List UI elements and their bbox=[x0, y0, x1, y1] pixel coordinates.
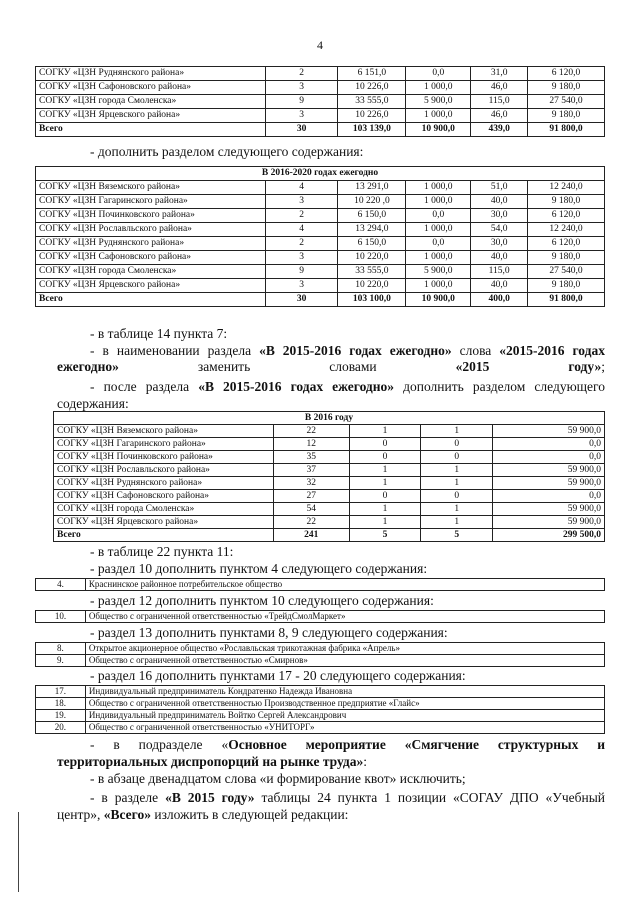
value-cell: 3 bbox=[265, 195, 338, 209]
value-cell: 9 bbox=[265, 95, 338, 109]
value-cell: 33 555,0 bbox=[338, 265, 406, 279]
value-cell: 30,0 bbox=[471, 237, 528, 251]
value-cell: 10 226,0 bbox=[338, 81, 406, 95]
value-cell: 0 bbox=[349, 438, 421, 451]
table-row bbox=[36, 109, 605, 123]
value-cell: 1 000,0 bbox=[406, 223, 471, 237]
value-cell: 0 bbox=[421, 438, 493, 451]
value-cell: 1 000,0 bbox=[406, 251, 471, 265]
value-cell: 10 900,0 bbox=[406, 123, 471, 137]
row-label-cell: СОГКУ «ЦЗН Ярцевского района» bbox=[36, 279, 266, 293]
table-continuation bbox=[35, 66, 605, 137]
list-item bbox=[36, 655, 605, 667]
value-cell: 46,0 bbox=[471, 109, 528, 123]
value-cell: 1 bbox=[421, 425, 493, 438]
list-item bbox=[36, 722, 605, 734]
value-cell: 9 180,0 bbox=[528, 279, 605, 293]
table-row bbox=[36, 279, 605, 293]
paragraph-table-14: - в таблице 14 пункта 7: bbox=[90, 326, 228, 341]
value-cell: 12 240,0 bbox=[528, 181, 605, 195]
value-cell: Открытое акционерное общество «Рославльская трикотажная фабрика «Апрель» bbox=[85, 643, 604, 655]
table-row bbox=[36, 265, 605, 279]
paragraph-after-section: - после раздела «В 2015-2016 годах ежегодно» дополнить разделом следующего содержания: bbox=[57, 379, 605, 411]
table-row bbox=[36, 181, 605, 195]
row-label-cell: СОГКУ «ЦЗН Починковского района» bbox=[36, 209, 266, 223]
value-cell: 1 000,0 bbox=[406, 195, 471, 209]
table-row bbox=[36, 195, 605, 209]
value-cell: 27 540,0 bbox=[528, 265, 605, 279]
list-item bbox=[36, 611, 605, 623]
paragraph-table-24: - в разделе «В 2015 году» таблицы 24 пункта 1 позиции «СОГАУ ДПО «Учебный центр», «Всего» изложить в следующей редакции: bbox=[57, 790, 606, 822]
table-row bbox=[54, 464, 605, 477]
value-cell: 3 bbox=[265, 109, 338, 123]
value-cell: 9 180,0 bbox=[528, 81, 605, 95]
row-label-cell: СОГКУ «ЦЗН Руднянского района» bbox=[36, 237, 266, 251]
value-cell: Индивидуальный предприниматель Кондратенко Надежда Ивановна bbox=[85, 686, 604, 698]
row-label-cell: СОГКУ «ЦЗН города Смоленска» bbox=[36, 95, 266, 109]
value-cell: 13 294,0 bbox=[338, 223, 406, 237]
value-cell: 0,0 bbox=[493, 490, 605, 503]
table-row bbox=[36, 209, 605, 223]
row-label-cell: СОГКУ «ЦЗН города Смоленска» bbox=[36, 265, 266, 279]
row-label-cell: 18. bbox=[36, 698, 86, 710]
table-row bbox=[54, 516, 605, 529]
table-total-row bbox=[54, 529, 605, 542]
value-cell: 54,0 bbox=[471, 223, 528, 237]
value-cell: 10 220,0 bbox=[338, 251, 406, 265]
value-cell: 5 bbox=[349, 529, 421, 542]
paragraph-add-section: - дополнить разделом следующего содержания: bbox=[90, 144, 364, 159]
value-cell: 439,0 bbox=[471, 123, 528, 137]
row-label-cell: Всего bbox=[36, 293, 266, 307]
table-2016-2020 bbox=[35, 166, 605, 307]
value-cell: 32 bbox=[273, 477, 349, 490]
value-cell: 0 bbox=[421, 490, 493, 503]
list-item bbox=[36, 643, 605, 655]
table-row bbox=[54, 490, 605, 503]
paragraph-section-13: - раздел 13 дополнить пунктами 8, 9 следующего содержания: bbox=[90, 625, 448, 640]
row-label-cell: 4. bbox=[36, 579, 86, 591]
row-label-cell: СОГКУ «ЦЗН Ярцевского района» bbox=[54, 516, 274, 529]
list-section-12 bbox=[35, 610, 605, 623]
paragraph-section-16: - раздел 16 дополнить пунктами 17 - 20 следующего содержания: bbox=[90, 668, 466, 683]
value-cell: 1 000,0 bbox=[406, 81, 471, 95]
value-cell: 1 000,0 bbox=[406, 181, 471, 195]
row-label-cell: 10. bbox=[36, 611, 86, 623]
value-cell: 5 bbox=[421, 529, 493, 542]
value-cell: 22 bbox=[273, 516, 349, 529]
row-label-cell: СОГКУ «ЦЗН Руднянского района» bbox=[36, 67, 266, 81]
table-row bbox=[36, 237, 605, 251]
value-cell: 59 900,0 bbox=[493, 477, 605, 490]
list-item bbox=[36, 710, 605, 722]
paragraph-table-22: - в таблице 22 пункта 11: bbox=[90, 544, 234, 559]
paragraph-rename-section: - в наименовании раздела «В 2015-2016 годах ежегодно» слова «2015-2016 годах ежегодно» заменить словами «2015 году»; bbox=[57, 343, 606, 374]
row-label-cell: СОГКУ «ЦЗН Сафоновского района» bbox=[36, 81, 266, 95]
value-cell: Общество с ограниченной ответственностью «ТрейдСмолМаркет» bbox=[85, 611, 604, 623]
page-number: 4 bbox=[317, 38, 323, 52]
row-label-cell: СОГКУ «ЦЗН Гагаринского района» bbox=[54, 438, 274, 451]
value-cell: 30 bbox=[265, 293, 338, 307]
value-cell: 33 555,0 bbox=[338, 95, 406, 109]
value-cell: Краснинское районное потребительское общество bbox=[85, 579, 604, 591]
value-cell: 59 900,0 bbox=[493, 464, 605, 477]
value-cell: 5 900,0 bbox=[406, 265, 471, 279]
value-cell: 3 bbox=[265, 251, 338, 265]
list-item bbox=[36, 698, 605, 710]
value-cell: 2 bbox=[265, 237, 338, 251]
value-cell: 299 500,0 bbox=[493, 529, 605, 542]
value-cell: Общество с ограниченной ответственностью «УНИТОРГ» bbox=[85, 722, 604, 734]
value-cell: 30 bbox=[265, 123, 338, 137]
list-item bbox=[36, 686, 605, 698]
row-label-cell: СОГКУ «ЦЗН Вяземского района» bbox=[54, 425, 274, 438]
value-cell: 91 800,0 bbox=[528, 123, 605, 137]
value-cell: 30,0 bbox=[471, 209, 528, 223]
value-cell: 3 bbox=[265, 279, 338, 293]
value-cell: 46,0 bbox=[471, 81, 528, 95]
value-cell: 40,0 bbox=[471, 279, 528, 293]
value-cell: 4 bbox=[265, 181, 338, 195]
paragraph-subsection: - в подразделе «Основное мероприятие «Смягчение структурных и территориальных диспропорций на рынке труда»: bbox=[57, 737, 606, 769]
table-row bbox=[36, 67, 605, 81]
value-cell: 12 bbox=[273, 438, 349, 451]
value-cell: 103 100,0 bbox=[338, 293, 406, 307]
list-item bbox=[36, 579, 605, 591]
value-cell: 1 bbox=[349, 503, 421, 516]
value-cell: 9 180,0 bbox=[528, 109, 605, 123]
value-cell: 40,0 bbox=[471, 251, 528, 265]
value-cell: 59 900,0 bbox=[493, 516, 605, 529]
list-section-16 bbox=[35, 685, 605, 734]
value-cell: 27 bbox=[273, 490, 349, 503]
table-row bbox=[36, 223, 605, 237]
value-cell: 6 151,0 bbox=[338, 67, 406, 81]
row-label-cell: СОГКУ «ЦЗН Вяземского района» bbox=[36, 181, 266, 195]
value-cell: 12 240,0 bbox=[528, 223, 605, 237]
paragraph-exclude-quotas: - в абзаце двенадцатом слова «и формирование квот» исключить; bbox=[90, 771, 466, 786]
value-cell: 2 bbox=[265, 67, 338, 81]
list-section-10 bbox=[35, 578, 605, 591]
left-margin-line bbox=[18, 812, 19, 892]
value-cell: 0 bbox=[349, 451, 421, 464]
value-cell: 400,0 bbox=[471, 293, 528, 307]
value-cell: 1 bbox=[349, 516, 421, 529]
table-header-row bbox=[36, 167, 605, 181]
value-cell: 91 800,0 bbox=[528, 293, 605, 307]
table-row bbox=[54, 438, 605, 451]
value-cell: Общество с ограниченной ответственностью «Смирнов» bbox=[85, 655, 604, 667]
value-cell: 13 291,0 bbox=[338, 181, 406, 195]
value-cell: 2 bbox=[265, 209, 338, 223]
paragraph-section-10: - раздел 10 дополнить пунктом 4 следующего содержания: bbox=[90, 561, 428, 576]
value-cell: 1 bbox=[349, 464, 421, 477]
value-cell: 37 bbox=[273, 464, 349, 477]
value-cell: 1 000,0 bbox=[406, 109, 471, 123]
value-cell: 1 bbox=[421, 477, 493, 490]
value-cell: 9 180,0 bbox=[528, 251, 605, 265]
value-cell: 0,0 bbox=[406, 67, 471, 81]
value-cell: 115,0 bbox=[471, 95, 528, 109]
value-cell: 3 bbox=[265, 81, 338, 95]
value-cell: 6 120,0 bbox=[528, 237, 605, 251]
value-cell: 6 120,0 bbox=[528, 67, 605, 81]
value-cell: 1 bbox=[349, 477, 421, 490]
value-cell: 4 bbox=[265, 223, 338, 237]
row-label-cell: Всего bbox=[36, 123, 266, 137]
value-cell: 5 900,0 bbox=[406, 95, 471, 109]
value-cell: 1 000,0 bbox=[406, 279, 471, 293]
table-row bbox=[36, 95, 605, 109]
value-cell: 1 bbox=[421, 516, 493, 529]
value-cell: 10 220,0 bbox=[338, 279, 406, 293]
row-label-cell: 17. bbox=[36, 686, 86, 698]
value-cell: 1 bbox=[349, 425, 421, 438]
row-label-cell: 19. bbox=[36, 710, 86, 722]
row-label-cell: 8. bbox=[36, 643, 86, 655]
value-cell: 241 bbox=[273, 529, 349, 542]
list-section-13 bbox=[35, 642, 605, 667]
table-row bbox=[54, 425, 605, 438]
value-cell: 1 bbox=[421, 464, 493, 477]
table-row bbox=[54, 477, 605, 490]
value-cell: 35 bbox=[273, 451, 349, 464]
value-cell: 10 220 ,0 bbox=[338, 195, 406, 209]
row-label-cell: СОГКУ «ЦЗН города Смоленска» bbox=[54, 503, 274, 516]
value-cell: 0 bbox=[349, 490, 421, 503]
value-cell: 6 150,0 bbox=[338, 209, 406, 223]
value-cell: 54 bbox=[273, 503, 349, 516]
row-label-cell: Всего bbox=[54, 529, 274, 542]
row-label-cell: СОГКУ «ЦЗН Сафоновского района» bbox=[54, 490, 274, 503]
paragraph-section-12: - раздел 12 дополнить пунктом 10 следующего содержания: bbox=[90, 593, 434, 608]
value-cell: 0,0 bbox=[406, 237, 471, 251]
value-cell: 0,0 bbox=[406, 209, 471, 223]
value-cell: 10 900,0 bbox=[406, 293, 471, 307]
value-cell: 6 150,0 bbox=[338, 237, 406, 251]
value-cell: 27 540,0 bbox=[528, 95, 605, 109]
value-cell: 31,0 bbox=[471, 67, 528, 81]
value-cell: Общество с ограниченной ответственностью Производственное предприятие «Глайс» bbox=[85, 698, 604, 710]
value-cell: Индивидуальный предприниматель Войтко Сергей Александрович bbox=[85, 710, 604, 722]
value-cell: 40,0 bbox=[471, 195, 528, 209]
value-cell: 1 bbox=[421, 503, 493, 516]
table-row bbox=[54, 451, 605, 464]
value-cell: 0 bbox=[421, 451, 493, 464]
row-label-cell: 9. bbox=[36, 655, 86, 667]
table-total-row bbox=[36, 293, 605, 307]
row-label-cell: 20. bbox=[36, 722, 86, 734]
row-label-cell: СОГКУ «ЦЗН Гагаринского района» bbox=[36, 195, 266, 209]
table-row bbox=[36, 251, 605, 265]
row-label-cell: СОГКУ «ЦЗН Ярцевского района» bbox=[36, 109, 266, 123]
table-row bbox=[54, 503, 605, 516]
value-cell: 10 226,0 bbox=[338, 109, 406, 123]
value-cell: 103 139,0 bbox=[338, 123, 406, 137]
value-cell: 9 bbox=[265, 265, 338, 279]
table-total-row bbox=[36, 123, 605, 137]
value-cell: 59 900,0 bbox=[493, 503, 605, 516]
row-label-cell: СОГКУ «ЦЗН Починковского района» bbox=[54, 451, 274, 464]
value-cell: 0,0 bbox=[493, 451, 605, 464]
row-label-cell: СОГКУ «ЦЗН Рославльского района» bbox=[54, 464, 274, 477]
table-row bbox=[36, 81, 605, 95]
value-cell: 59 900,0 bbox=[493, 425, 605, 438]
row-label-cell: СОГКУ «ЦЗН Руднянского района» bbox=[54, 477, 274, 490]
row-label-cell: СОГКУ «ЦЗН Сафоновского района» bbox=[36, 251, 266, 265]
value-cell: 22 bbox=[273, 425, 349, 438]
value-cell: 51,0 bbox=[471, 181, 528, 195]
row-label-cell: СОГКУ «ЦЗН Рославльского района» bbox=[36, 223, 266, 237]
table-section-header: В 2016-2020 годах ежегодно bbox=[36, 167, 605, 181]
value-cell: 6 120,0 bbox=[528, 209, 605, 223]
table-section-header: В 2016 году bbox=[54, 412, 605, 425]
value-cell: 115,0 bbox=[471, 265, 528, 279]
value-cell: 9 180,0 bbox=[528, 195, 605, 209]
table-2016 bbox=[53, 411, 605, 542]
value-cell: 0,0 bbox=[493, 438, 605, 451]
table-header-row bbox=[54, 412, 605, 425]
